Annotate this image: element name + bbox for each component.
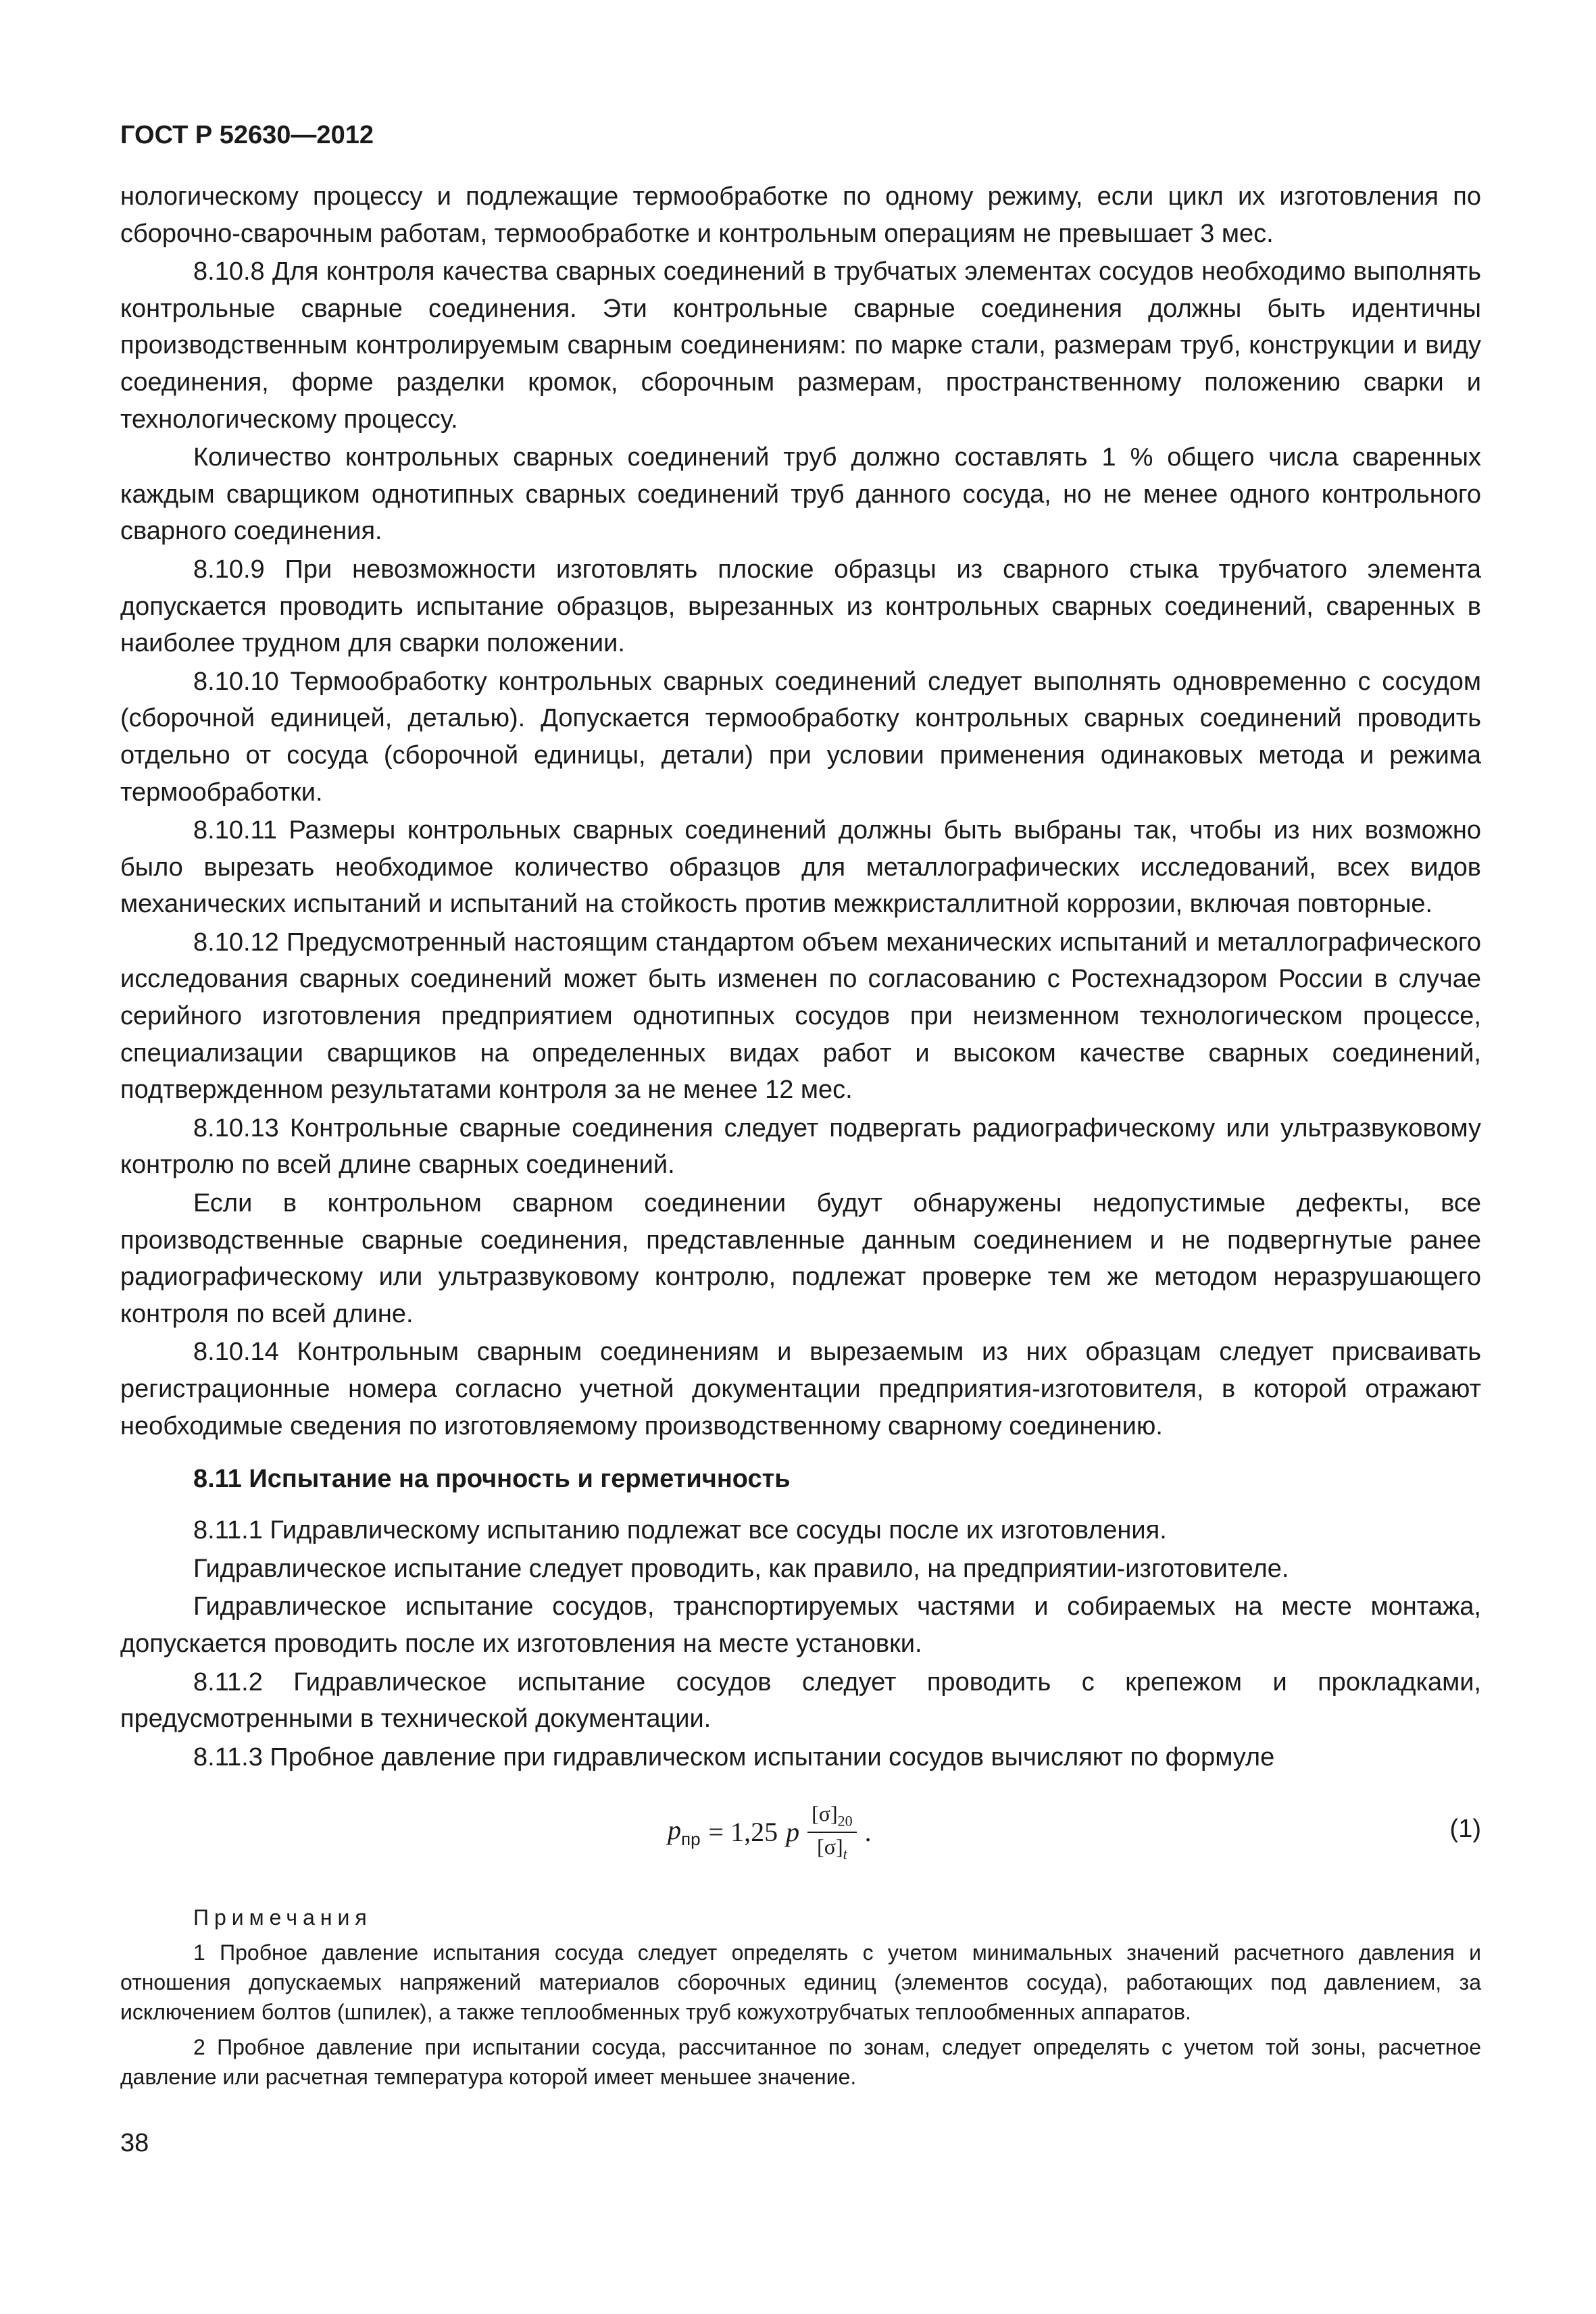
- note-2: 2 Пробное давление при испытании сосуда, рассчитанное по зонам, следует определять с учетом той зоны, расчетное давление или расчетная температура которой имеет меньшее значение.: [120, 2035, 1481, 2090]
- paragraph-control-joints-count: Количество контрольных сварных соединений труб должно составлять 1 % общего числа сваренных каждым сварщиком однотипных сварных соединений труб данного сосуда, но не менее одного контрольного сварного соединения.: [120, 443, 1481, 546]
- paragraph-8-11-2: 8.11.2 Гидравлическое испытание сосудов следует проводить с крепежом и прокладками, предусмотренными в технической документации.: [120, 1667, 1481, 1734]
- paragraph-8-10-9: 8.10.9 При невозможности изготовлять плоские образцы из сварного стыка трубчатого элемента допускается проводить испытание образцов, вырезанных из контрольных сварных соединений, сваренных в наиболее трудном для сварки положении.: [120, 555, 1481, 658]
- notes-title: Примечания: [193, 1905, 372, 1930]
- paragraph-8-10-10: 8.10.10 Термообработку контрольных сварных соединений следует выполнять одновременно с сосудом (сборочной единицей, деталью). Допускается термообработку контрольных сварных соединений проводить отдельно от сосуда (сборочной единицы, детали) при условии применения одинаковых метода и режима термообработки.: [120, 667, 1481, 807]
- formula-row: [120, 1789, 1481, 1884]
- formula-denominator: $[\sigma]_t$: [817, 1834, 847, 1863]
- document-page: [120, 120, 1481, 2097]
- formula-coefficient: = 1,25: [708, 1817, 778, 1848]
- section-title-8-11: 8.11 Испытание на прочность и герметичность: [193, 1465, 791, 1494]
- formula-lhs: $p_{пр}$: [668, 1815, 701, 1850]
- formula-stress-ratio: [807, 1801, 857, 1863]
- paragraph-8-10-12: 8.10.12 Предусмотренный настоящим стандартом объем механических испытаний и металлографического исследования сварных соединений может быть изменен по согласованию с Ростехнадзором России в случае серийного изготовления предприятием однотипных сосудов при неизменном технологическом процессе, специализации сварщиков на определенных видах работ и высоком качестве сварных соединений, подтвержденном результатами контроля за не менее 12 мес.: [120, 928, 1481, 1105]
- formula-design-pressure: p: [786, 1817, 800, 1848]
- document-header: ГОСТ Р 52630—2012: [120, 121, 374, 149]
- paragraph-defects: Если в контрольном сварном соединении будут обнаружены недопустимые дефекты, все производственные сварные соединения, представленные данным соединением и не подвергнутые ранее радиографическому или ультразвуковому контролю, подлежат проверке тем же методом неразрушающего контроля по всей длине.: [120, 1189, 1481, 1328]
- equation-number: (1): [1449, 1815, 1481, 1844]
- formula-end: .: [864, 1817, 872, 1848]
- page-number: 38: [120, 2129, 149, 2157]
- paragraph-continuation: нологическому процессу и подлежащие термообработке по одному режиму, если цикл их изготовления по сборочно-сварочным работам, термообработке и контрольным операциям не превышает 3 мес.: [120, 182, 1481, 248]
- note-1: 1 Пробное давление испытания сосуда следует определять с учетом минимальных значений расчетного давления и отношения допускаемых напряжений материалов сборочных единиц (элементов сосуда), работающих под давлением, за исключением болтов (шпилек), а также теплообменных труб кожухотрубчатых теплообменных аппаратов.: [120, 1940, 1481, 2025]
- paragraph-hydraulic-test-parts: Гидравлическое испытание сосудов, транспортируемых частями и собираемых на месте монтажа, допускается проводить после их изготовления на месте установки.: [120, 1592, 1481, 1658]
- paragraph-hydraulic-test-place: Гидравлическое испытание следует проводить, как правило, на предприятии-изготовителе.: [193, 1554, 1289, 1583]
- paragraph-8-10-11: 8.10.11 Размеры контрольных сварных соединений должны быть выбраны так, чтобы из них возможно было вырезать необходимое количество образцов для металлографических исследований, всех видов механических испытаний и испытаний на стойкость против межкристаллитной коррозии, включая повторные.: [120, 816, 1481, 919]
- paragraph-8-10-8: 8.10.8 Для контроля качества сварных соединений в трубчатых элементах сосудов необходимо выполнять контрольные сварные соединения. Эти контрольные сварные соединения должны быть идентичны производственным контролируемым сварным соединениям: по марке стали, размерам труб, конструкции и виду соединения, форме разделки кромок, сборочным размерам, пространственному положению сварки и технологическому процессу.: [120, 257, 1481, 434]
- formula-numerator: $[\sigma]_{20}$: [807, 1801, 857, 1832]
- paragraph-8-10-13: 8.10.13 Контрольные сварные соединения следует подвергать радиографическому или ультразвуковому контролю по всей длине сварных соединений.: [120, 1113, 1481, 1180]
- paragraph-8-11-1: 8.11.1 Гидравлическому испытанию подлежат все сосуды после их изготовления.: [193, 1516, 1167, 1545]
- paragraph-8-10-14: 8.10.14 Контрольным сварным соединениям и вырезаемым из них образцам следует присваивать регистрационные номера согласно учетной документации предприятия-изготовителя, в которой отражают необходимые сведения по изготовляемому производственному сварному соединению.: [120, 1338, 1481, 1440]
- test-pressure-formula: [668, 1801, 872, 1863]
- paragraph-8-11-3: 8.11.3 Пробное давление при гидравлическом испытании сосудов вычисляют по формуле: [193, 1742, 1275, 1771]
